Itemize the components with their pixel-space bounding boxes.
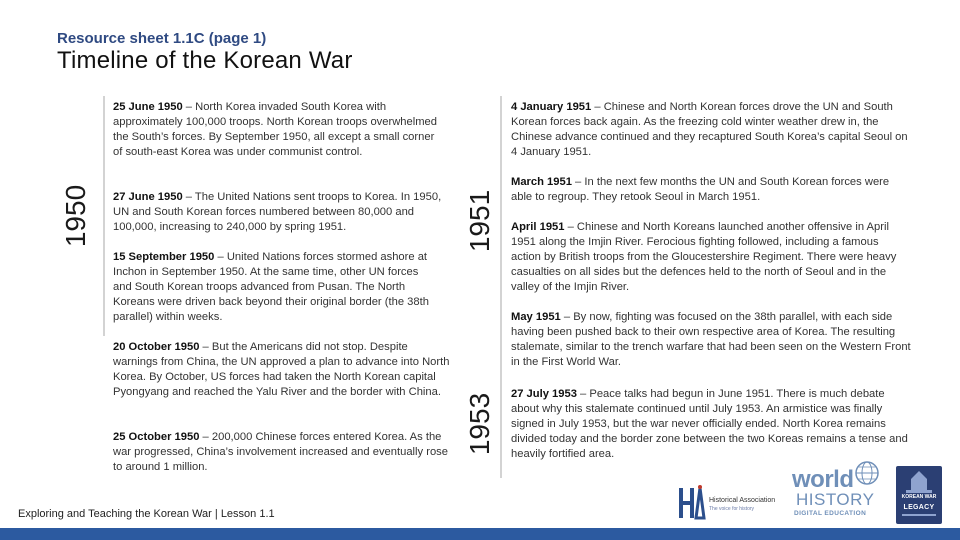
year-label-1950: 1950	[60, 184, 91, 248]
wh-logo-history: HISTORY	[796, 490, 875, 509]
entry-date: 27 July 1953	[511, 388, 577, 400]
timeline-entry	[113, 100, 438, 160]
resource-sheet-label: Resource sheet 1.1C (page 1)	[57, 30, 267, 47]
year-bar-1951	[462, 110, 498, 368]
timeline-entry	[511, 220, 911, 295]
timeline-entry	[113, 340, 450, 400]
entry-text: – The United Nations sent troops to Korea. In 1950, UN and South Korean forces numbered between 80,000 and 100,000, increasing to 240,000 by spring 1951.	[113, 191, 442, 233]
year-line-1951-1953	[500, 96, 502, 478]
entry-date: 20 October 1950	[113, 341, 200, 353]
globe-icon	[854, 460, 880, 486]
entry-date: 25 June 1950	[113, 101, 183, 113]
timeline-entry	[511, 100, 911, 160]
entry-text: – Chinese and North Korean forces drove the UN and South Korean forces back again. As the freezing cold winter weather drew in, the Chinese advance continued and they recaptured South Korea’s capital Seoul on 4 January 1951.	[511, 101, 908, 158]
entry-date: March 1951	[511, 176, 572, 188]
korean-war-legacy-logo	[896, 466, 942, 524]
kwl-logo-text: KOREAN WAR	[901, 494, 937, 500]
page-title: Timeline of the Korean War	[57, 47, 353, 74]
timeline-entry	[511, 310, 915, 370]
entry-text: – 200,000 Chinese forces entered Korea. As the war progressed, China’s involvement increased and eventually rose to around 1 million.	[113, 431, 448, 473]
entry-text: – United Nations forces stormed ashore at Inchon in September 1950. At the same time, other UN forces and South Korean troops advanced from Pusan. The North Koreans were driven back beyond their original border (the 38th parallel) within weeks.	[113, 251, 429, 323]
timeline-entry	[113, 250, 438, 325]
entry-date: May 1951	[511, 311, 561, 323]
year-bar-1950	[50, 96, 102, 336]
kwl-logo-legacy: LEGACY	[903, 504, 935, 511]
ha-logo-text: Historical Association	[709, 497, 776, 504]
world-history-logo	[790, 460, 886, 522]
wh-logo-digital: DIGITAL EDUCATION	[794, 510, 867, 517]
entry-date: 25 October 1950	[113, 431, 200, 443]
wh-logo-world: world	[792, 466, 854, 493]
year-label-1953: 1953	[464, 392, 495, 456]
entry-date: April 1951	[511, 221, 565, 233]
timeline-entry	[113, 430, 448, 475]
year-label-1951: 1951	[464, 189, 495, 253]
footer-text: Exploring and Teaching the Korean War | Lesson 1.1	[18, 508, 275, 520]
ha-mark-icon	[676, 484, 706, 522]
entry-text: – Peace talks had begun in June 1951. There is much debate about why this stalemate continued until July 1953. An armistice was finally signed in July 1953, but the war never officially ended. North Korea remains divided today and the border zone between the two Koreas remains a tense and heavily fortified area.	[511, 388, 908, 460]
entry-text: – In the next few months the UN and South Korean forces were able to regroup. They retook Seoul in March 1951.	[511, 176, 890, 203]
entry-text: – Chinese and North Koreans launched another offensive in April 1951 along the Imjin River. Ferocious fighting followed, including a famous action by British troops from the Gloucestershire Regiment. There were heavy casualties on all sides but the defences held to the north of Seoul and in the valley of the Imjin River.	[511, 221, 897, 293]
year-bar-1953	[462, 370, 498, 478]
entry-text: – But the Americans did not stop. Despite warnings from China, the UN approved a plan to advance into North Korea. By October, US forces had taken the North Korean capital Pyongyang and reached the Yalu River and the border with China.	[113, 341, 450, 398]
timeline-entry	[511, 387, 911, 462]
historical-association-logo	[676, 484, 786, 522]
entry-text: – North Korea invaded South Korea with approximately 100,000 troops. North Korean troops overwhelmed the South’s forces. By September 1950, all except a small corner of south-east Korea was under communist control.	[113, 101, 437, 158]
timeline-entry	[113, 190, 448, 235]
entry-date: 27 June 1950	[113, 191, 183, 203]
entry-date: 4 January 1951	[511, 101, 592, 113]
timeline-entry	[511, 175, 911, 205]
entry-date: 15 September 1950	[113, 251, 215, 263]
year-line-1950	[103, 96, 105, 336]
ha-logo-subtext: The voice for history	[709, 506, 755, 512]
entry-text: – By now, fighting was focused on the 38th parallel, with each side having been pushed back to their own respective area of Korea. The resulting stalemate, similar to the trench warfare that had been seen on the Western Front in the First World War.	[511, 311, 911, 368]
bottom-color-strip	[0, 528, 960, 540]
